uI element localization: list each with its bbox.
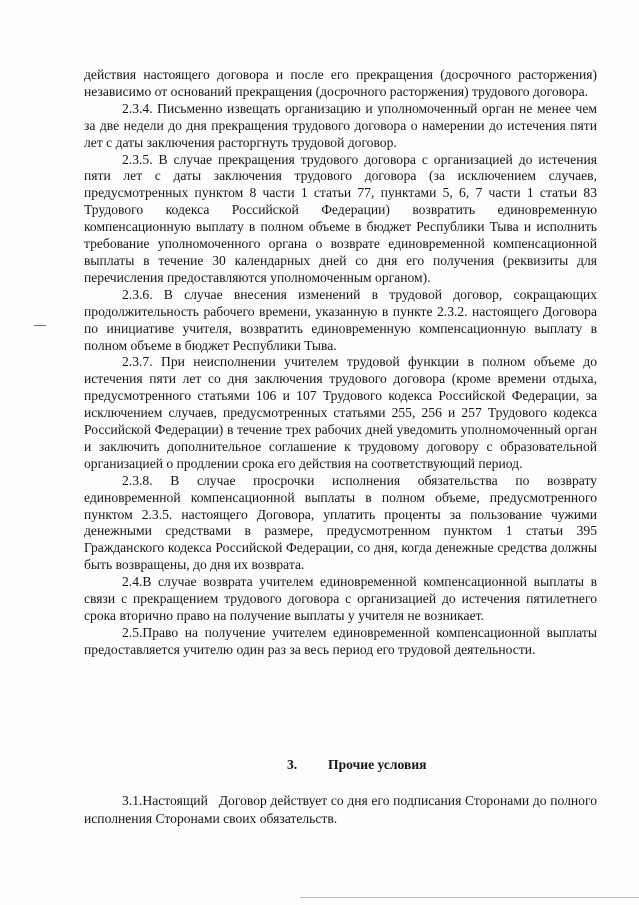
paragraph-2-4: 2.4.В случае возврата учителем единовременной компенсационной выплаты в связи с прекращением трудового договора с организацией до истечения пятилетнего срока вторично право на получение выплаты у учителя не возникает. — [84, 574, 597, 623]
section-title: Прочие условия — [328, 757, 427, 772]
section-3-body — [84, 792, 601, 827]
section-number: 3. — [287, 757, 298, 772]
paragraph-2-3-4: 2.3.4. Письменно извещать организацию и уполномоченный орган не менее чем за две недели до дня прекращения трудового договора о намерении до истечения пяти лет с даты заключения расторгнуть трудовой договор. — [84, 100, 597, 150]
document-body — [84, 67, 597, 659]
paragraph-2-3-5: 2.3.5. В случае прекращения трудового договора с организацией до истечения пяти лет с даты заключения трудового договора (за исключением случаев, предусмотренных пунктом 8 части 1 статьи 77, пунктами 5, 6, 7 части 1 статьи 83 Трудового кодекса Российской Федерации) возвратить единовременную компенсационную выплату в полном объеме в бюджет Республики Тыва и исполнить требование уполномоченного органа о возврате единовременной компенсационной выплаты в течение 30 календарных дней со дня его получения (реквизиты для перечисления предоставляются уполномоченным органом). — [84, 151, 597, 285]
paragraph-continuation: действия настоящего договора и после его прекращения (досрочного расторжения) независимо от оснований прекращения (досрочного расторжения) трудового договора. — [84, 67, 597, 99]
margin-mark — [34, 325, 46, 326]
page-bottom-rule — [300, 897, 639, 898]
paragraph-2-5: 2.5.Право на получение учителем единовременной компенсационной выплаты предоставляется учителю один раз за весь период его трудовой деятельности. — [84, 624, 597, 657]
paragraph-2-3-8: 2.3.8. В случае просрочки исполнения обязательства по возврату единовременной компенсационной выплаты в полном объеме, предусмотренного пунктом 2.3.5. настоящего Договора, уплатить проценты за пользование чужими денежными средствами в размере, предусмотренном пунктом 1 статьи 395 Гражданского кодекса Российской Федерации, со дня, когда денежные средства должны быть возвращены, до дня их возврата. — [84, 472, 597, 573]
paragraph-2-3-6: 2.3.6. В случае внесения изменений в трудовой договор, сокращающих продолжительность рабочего времени, указанную в пункте 2.3.2. настоящего Договора по инициативе учителя, возвратить единовременную компенсационную выплату в полном объеме в бюджет Республики Тыва. — [84, 286, 597, 353]
paragraph-3-1: 3.1.Настоящий Договор действует со дня его подписания Сторонами до полного исполнения Сторонами своих обязательств. — [84, 793, 601, 826]
paragraph-2-3-7: 2.3.7. При неисполнении учителем трудовой функции в полном объеме до истечения пяти лет со дня заключения трудового договора (кроме времени отдыха, предусмотренного статьями 106 и 107 Трудового кодекса Российской Федерации, за исключением случаев, предусмотренных статьями 255, 256 и 257 Трудового кодекса Российской Федерации) в течение трех рабочих дней уведомить уполномоченный орган и заключить дополнительное соглашение к трудовому договору с образовательной организацией о продлении срока его действия на соответствующий период. — [84, 354, 597, 471]
